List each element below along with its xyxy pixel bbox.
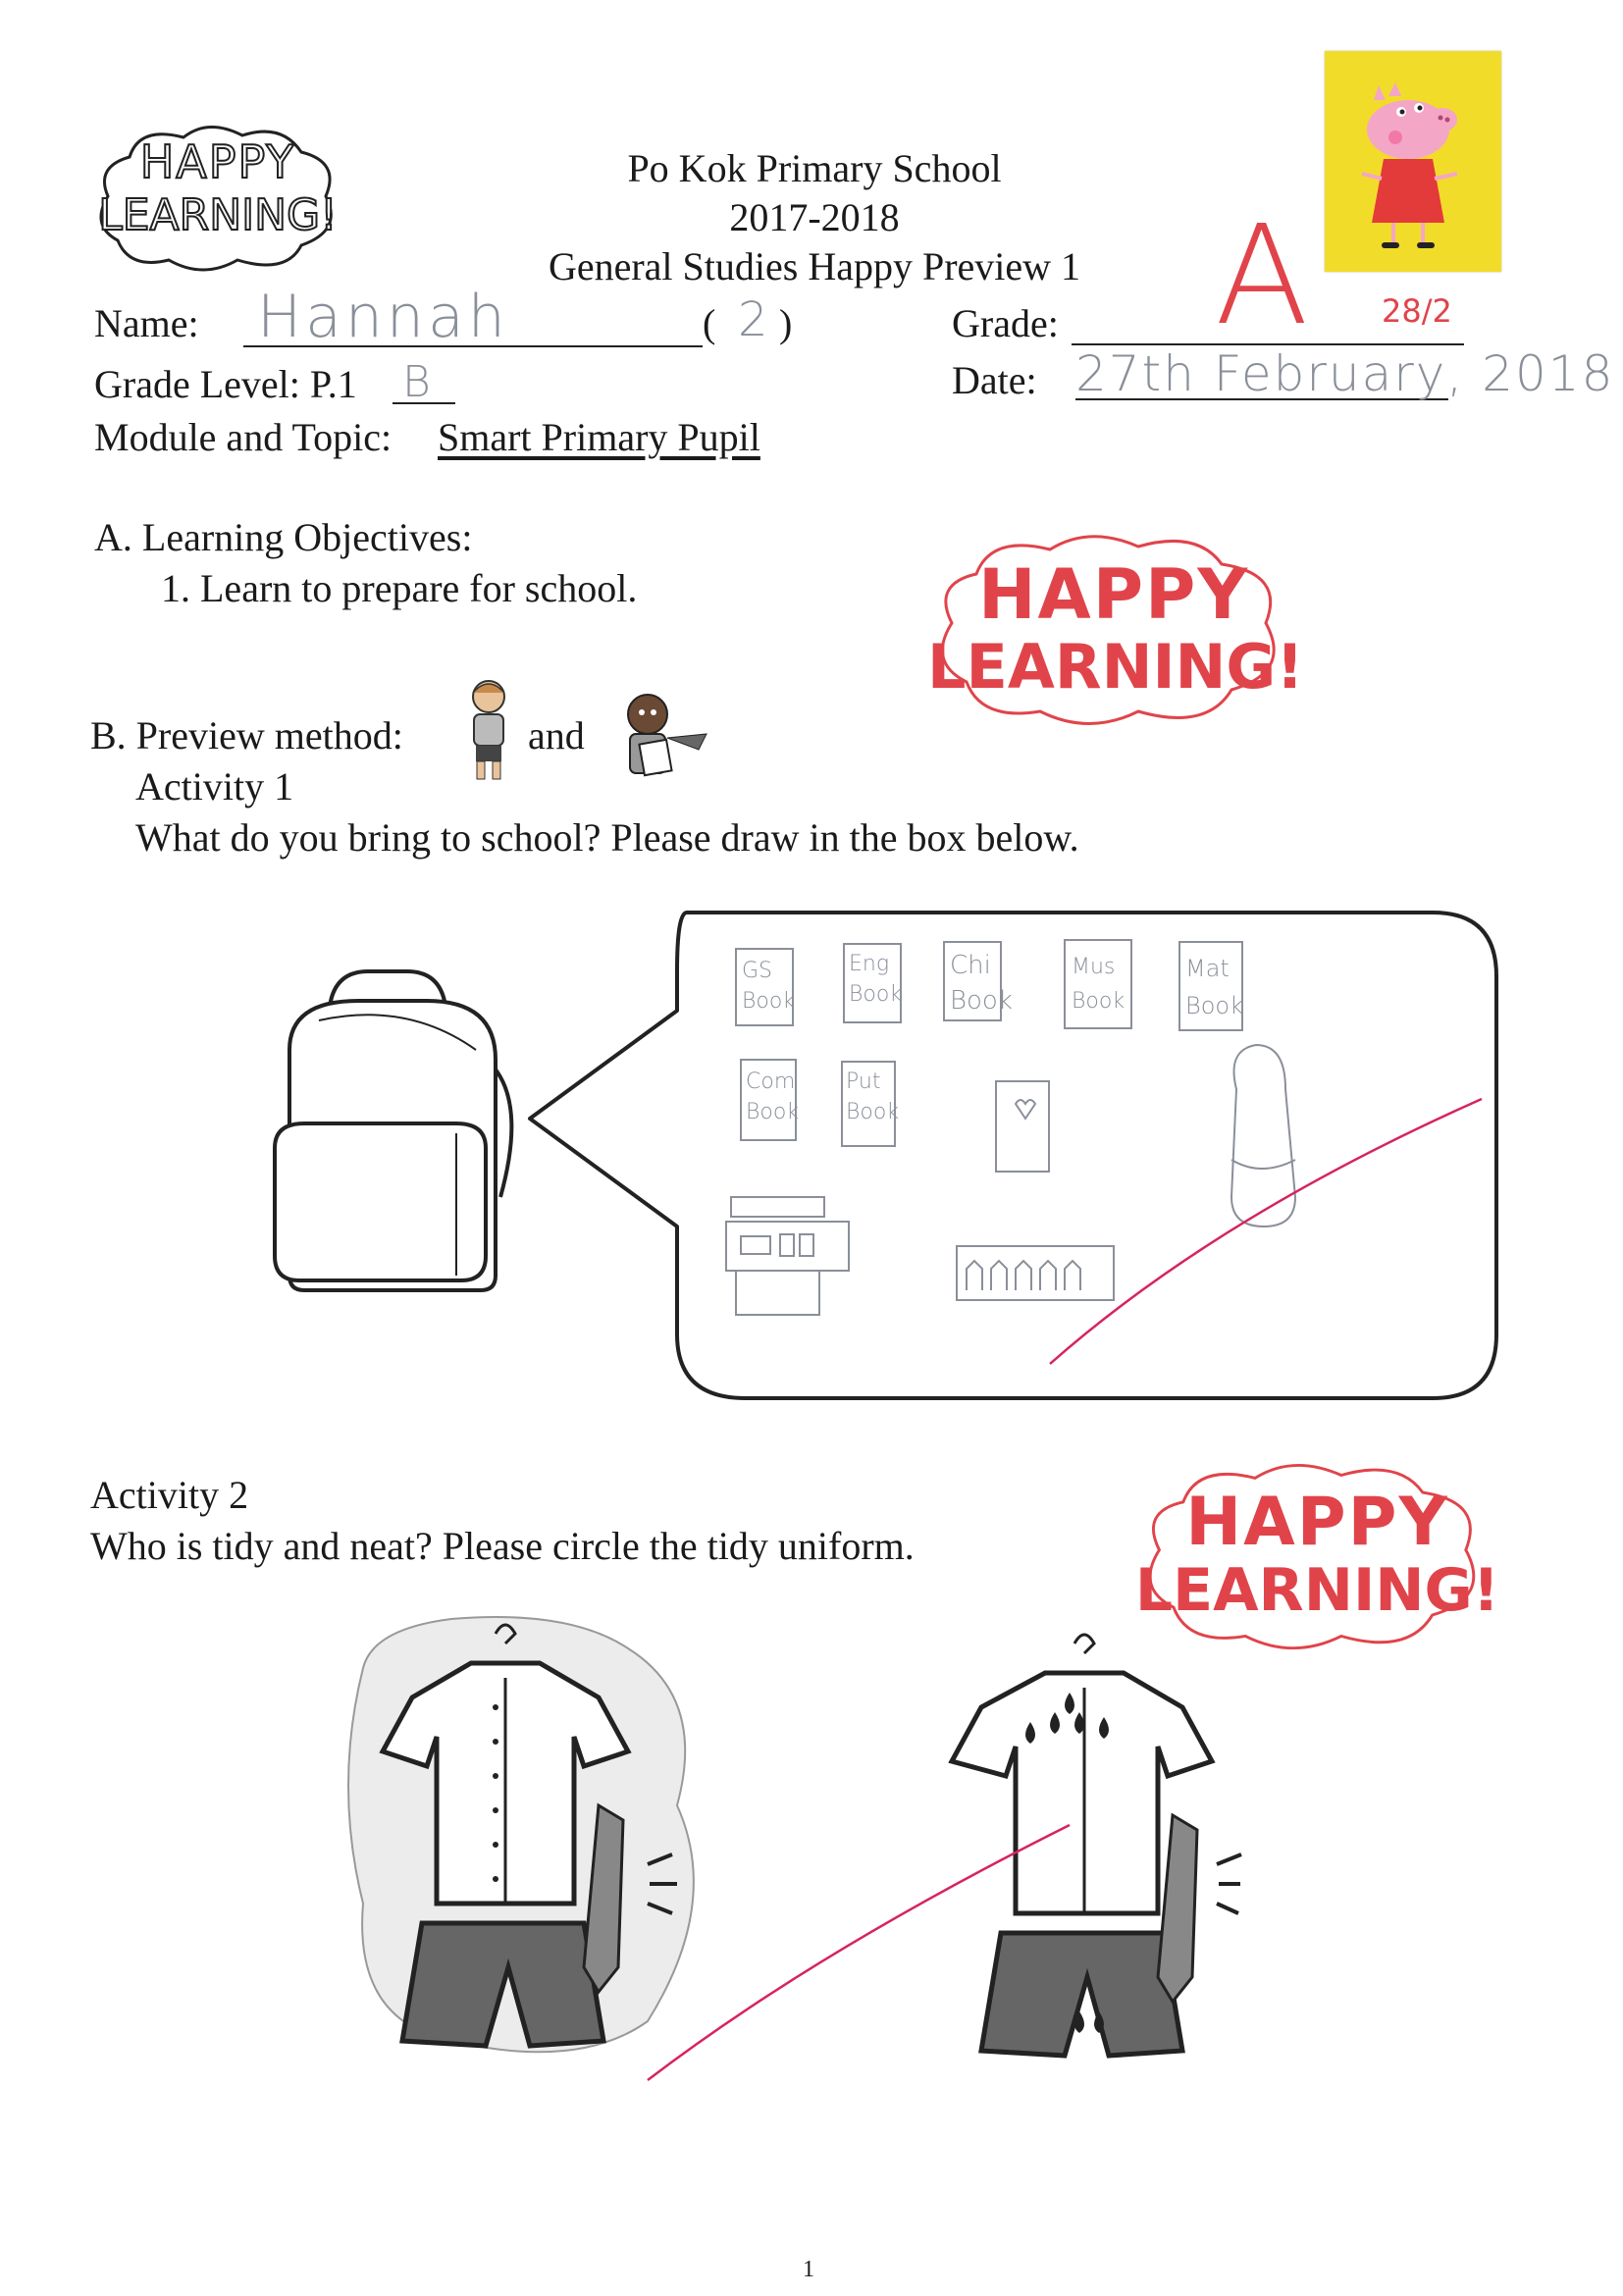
name-label: Name: bbox=[94, 301, 199, 345]
activity-2-prompt: Who is tidy and neat? Please circle the tidy uniform. bbox=[90, 1524, 915, 1568]
girl-reading-icon bbox=[608, 687, 716, 780]
book-mat: Mat Book bbox=[1185, 955, 1243, 1020]
date-value: 27th February, 2018 bbox=[1075, 345, 1615, 402]
logo-line1: HAPPY bbox=[139, 135, 296, 188]
class-no-close: ) bbox=[779, 301, 793, 345]
page-number: 1 bbox=[803, 2257, 814, 2282]
stamp-2-line2: LEARNING! bbox=[1134, 1556, 1500, 1625]
activity-1-title: Activity 1 bbox=[135, 764, 294, 809]
module-value: Smart Primary Pupil bbox=[438, 415, 760, 459]
happy-learning-logo bbox=[90, 118, 345, 275]
school-year: 2017-2018 bbox=[729, 195, 900, 239]
book-gs: GS Book bbox=[742, 959, 796, 1014]
worksheet-title: General Studies Happy Preview 1 bbox=[548, 244, 1081, 288]
date-label: Date: bbox=[952, 358, 1037, 402]
logo-line2: LEARNING! bbox=[98, 190, 338, 240]
objective-1: 1. Learn to prepare for school. bbox=[161, 566, 638, 610]
section-b-heading: B. Preview method: bbox=[90, 713, 403, 757]
grade-level-value: B bbox=[402, 357, 431, 407]
grade-value: A bbox=[1215, 196, 1309, 356]
book-put: Put Book bbox=[846, 1070, 900, 1124]
class-no-open: ( bbox=[703, 301, 716, 345]
messy-uniform[interactable] bbox=[932, 1619, 1246, 2070]
backpack-icon bbox=[260, 962, 515, 1305]
method-and: and bbox=[528, 713, 585, 757]
grade-level-label: Grade Level: P.1 bbox=[94, 362, 357, 406]
class-no-value: 2 bbox=[738, 292, 768, 347]
activity-2-title: Activity 2 bbox=[90, 1473, 249, 1517]
tidy-uniform[interactable] bbox=[334, 1609, 726, 2061]
book-com: Com Book bbox=[746, 1070, 800, 1124]
happy-learning-stamp bbox=[927, 525, 1304, 731]
peppa-sticker bbox=[1325, 51, 1501, 272]
book-eng: Eng Book bbox=[849, 952, 903, 1007]
stamp-2-line1: HAPPY bbox=[1185, 1484, 1449, 1561]
name-value: Hannah bbox=[257, 283, 509, 351]
peppa-pig-icon bbox=[1325, 51, 1501, 272]
stamp-line1: HAPPY bbox=[977, 554, 1250, 635]
speech-bubble-outline bbox=[530, 903, 1501, 1403]
book-mus: Mus Book bbox=[1072, 955, 1126, 1015]
boy-thinking-icon bbox=[459, 675, 518, 783]
drawing-area bbox=[530, 903, 1501, 1403]
grade-label: Grade: bbox=[952, 301, 1059, 345]
book-chi: Chi Book bbox=[950, 951, 1013, 1017]
stamp-line2: LEARNING! bbox=[927, 631, 1304, 703]
activity-1-prompt: What do you bring to school? Please draw in the box below. bbox=[135, 815, 1079, 860]
section-a-heading: A. Learning Objectives: bbox=[94, 515, 473, 559]
module-label: Module and Topic: bbox=[94, 415, 393, 459]
school-name: Po Kok Primary School bbox=[627, 146, 1002, 190]
grade-note: 28/2 bbox=[1382, 292, 1452, 330]
